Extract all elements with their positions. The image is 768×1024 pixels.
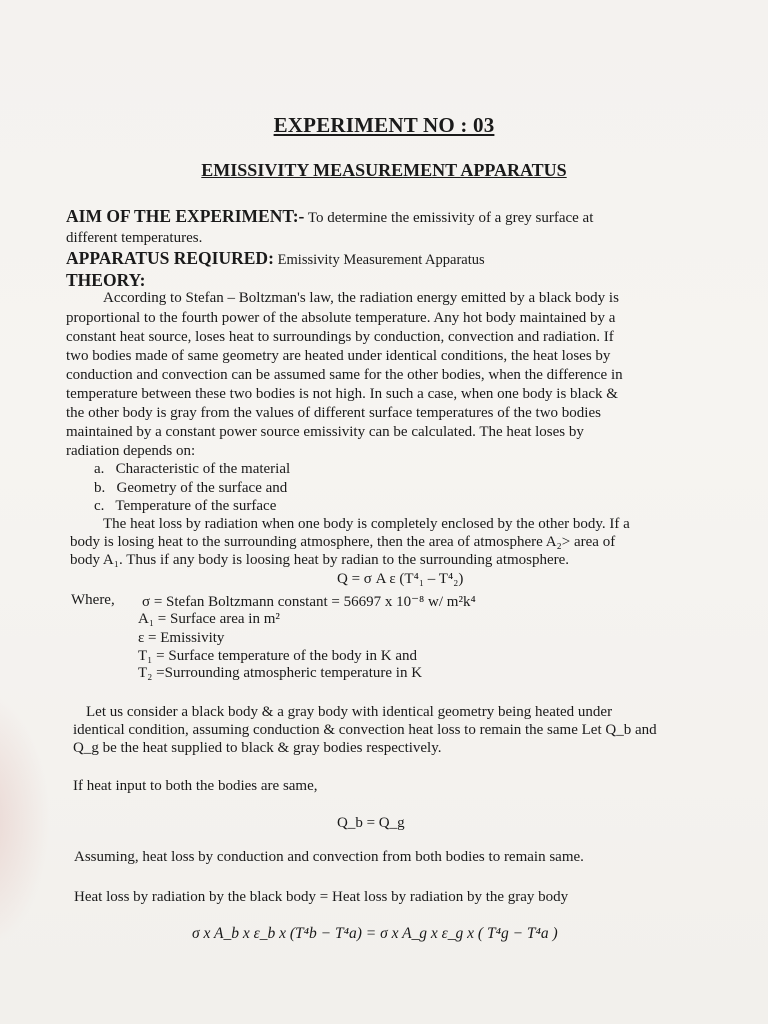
paragraph-line: identical condition, assuming conduction & convection heat loss to remain the same Let Q_b and	[73, 722, 657, 738]
page-title: EXPERIMENT NO : 03	[273, 113, 495, 137]
aim-text: To determine the emissivity of a grey surface at	[307, 210, 594, 226]
apparatus-text: Emissivity Measurement Apparatus	[277, 252, 485, 268]
theory-line: The heat loss by radiation when one body is completely enclosed by the other body. If a	[103, 516, 630, 532]
definition: σ = Stefan Boltzmann constant = 56697 x 10⁻⁸ w/ m²k⁴	[142, 594, 476, 610]
scan-shadow	[0, 690, 50, 950]
theory-line: two bodies made of same geometry are heated under identical conditions, the heat loses by	[66, 348, 611, 364]
theory-line: constant heat source, loses heat to surroundings by conduction, convection and radiation. If	[66, 329, 614, 345]
assuming-text: Assuming, heat loss by conduction and convection from both bodies to remain same.	[74, 849, 584, 865]
apparatus-label: APPARATUS REQIURED:	[66, 248, 274, 268]
formula: Q = σ A ε (T⁴₁ – T⁴₂)	[337, 571, 464, 587]
list-marker: a.	[94, 461, 105, 477]
page-subtitle: EMISSIVITY MEASUREMENT APPARATUS	[201, 160, 567, 180]
theory-line: According to Stefan – Boltzman's law, the radiation energy emitted by a black body is	[103, 290, 619, 306]
where-label: Where,	[71, 592, 115, 608]
list-item	[94, 480, 287, 497]
paragraph-line: Q_g be the heat supplied to black & gray bodies respectively.	[73, 740, 442, 756]
theory-line: proportional to the fourth power of the absolute temperature. Any hot body maintained by a	[66, 310, 616, 326]
list-text: Characteristic of the material	[115, 461, 291, 477]
theory-label: THEORY:	[66, 270, 146, 290]
list-text: Geometry of the surface and	[116, 480, 288, 496]
list-item	[94, 498, 276, 515]
definition: ε = Emissivity	[138, 630, 225, 646]
list-item	[94, 461, 290, 478]
heat-input-text: If heat input to both the bodies are same,	[73, 778, 318, 794]
theory-line: temperature between these two bodies is not high. In such a case, when one body is black &	[66, 386, 618, 402]
theory-line: conduction and convection can be assumed same for the other bodies, when the difference in	[66, 367, 623, 383]
list-marker: c.	[94, 498, 105, 514]
aim-text-cont: different temperatures.	[66, 230, 203, 246]
theory-line: body A₁. Thus if any body is loosing heat by radian to the surrounding atmosphere.	[70, 552, 570, 568]
theory-line: radiation depends on:	[66, 443, 196, 459]
definition: A₁ = Surface area in m²	[138, 611, 280, 627]
list-marker: b.	[94, 480, 106, 496]
list-text: Temperature of the surface	[115, 498, 277, 514]
theory-line: the other body is gray from the values of different surface temperatures of the two bodies	[66, 405, 601, 421]
equation-radiation: σ x A_b x ε_b x (T⁴b − T⁴a) = σ x A_g x ε_g x ( T⁴g − T⁴a )	[192, 925, 558, 942]
theory-line: maintained by a constant power source emissivity can be calculated. The heat loses by	[66, 424, 584, 440]
aim-line	[66, 206, 593, 227]
definition: T₁ = Surface temperature of the body in K and	[138, 648, 418, 664]
apparatus-line	[66, 248, 485, 269]
aim-label: AIM OF THE EXPERIMENT:-	[66, 206, 305, 226]
theory-line: body is losing heat to the surrounding atmosphere, then the area of atmosphere A₂> area of	[70, 534, 616, 550]
equation-heat: Q_b = Q_g	[337, 815, 405, 831]
paragraph-line: Let us consider a black body & a gray body with identical geometry being heated under	[86, 704, 613, 720]
definition: T₂ =Surrounding atmospheric temperature in K	[138, 665, 423, 681]
heat-loss-text: Heat loss by radiation by the black body = Heat loss by radiation by the gray body	[74, 889, 569, 905]
